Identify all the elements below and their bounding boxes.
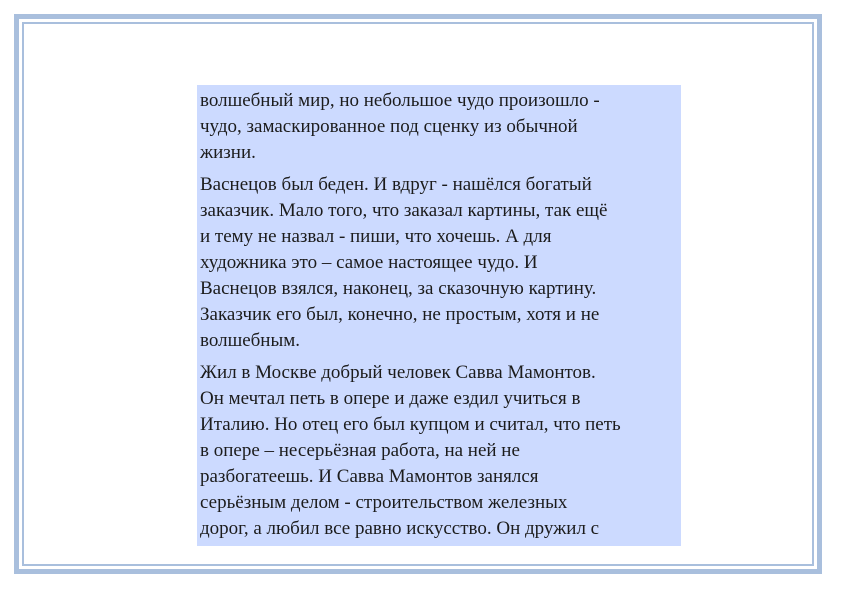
text-line: Он мечтал петь в опере и даже ездил учиться в [200, 388, 581, 409]
text-line: разбогатеешь. И Савва Мамонтов занялся [200, 466, 539, 487]
text-line: серьёзным делом - строительством железных [200, 492, 568, 513]
text-line: заказчик. Мало того, что заказал картины, так ещё [200, 200, 608, 221]
text-line: волшебным. [200, 330, 301, 351]
text-line: чудо, замаскированное под сценку из обычной [200, 116, 578, 137]
text-block [197, 85, 681, 546]
paragraph-2 [200, 172, 679, 354]
text-line: Васнецов взялся, наконец, за сказочную картину. [200, 278, 597, 299]
text-line: и тему не назвал - пиши, что хочешь. А для [200, 226, 552, 247]
text-line: в опере – несерьёзная работа, на ней не [200, 440, 520, 461]
text-line: Италию. Но отец его был купцом и считал, что петь [200, 414, 621, 435]
text-line: Заказчик его был, конечно, не простым, хотя и не [200, 304, 600, 325]
text-line: жизни. [200, 142, 256, 163]
text-line: Жил в Москве добрый человек Савва Мамонтов. [200, 362, 596, 383]
paragraph-3 [200, 360, 679, 542]
text-line: Васнецов был беден. И вдруг - нашёлся богатый [200, 174, 592, 195]
text-line: волшебный мир, но небольшое чудо произошло - [200, 90, 600, 111]
text-line: художника это – самое настоящее чудо. И [200, 252, 538, 273]
text-line: дорог, а любил все равно искусство. Он дружил с [200, 518, 600, 539]
paragraph-1 [200, 88, 679, 166]
